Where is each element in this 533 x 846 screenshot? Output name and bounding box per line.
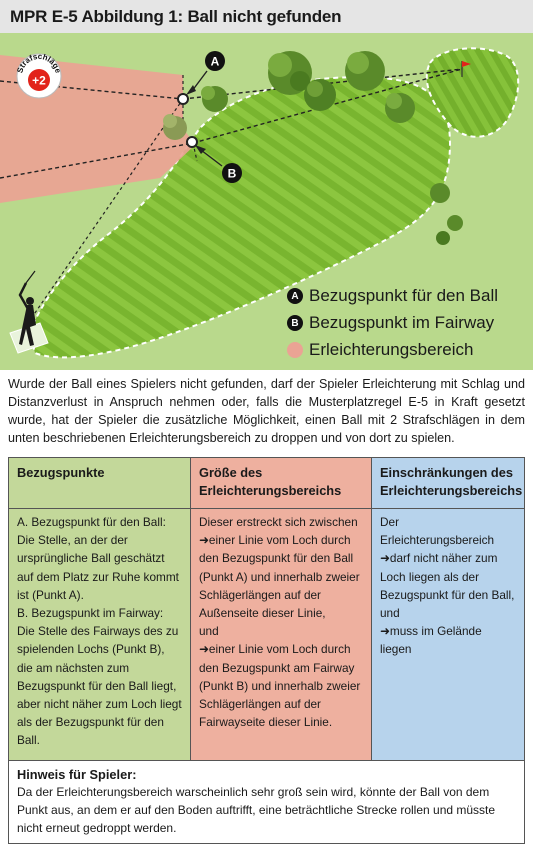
reference-point-a-text: A. Bezugspunkt für den Ball: Die Stelle, an der der ursprüngliche Ball geschätzt auf dem Platz zur Ruhe kommt ist (Punkt A). [17, 515, 179, 602]
column-body [9, 509, 190, 754]
player-hint [9, 760, 524, 843]
point-a-marker [178, 94, 188, 104]
reference-point-b-text: B. Bezugspunkt im Fairway: Die Stelle des Fairways des zu spielenden Lochs (Punkt B), die am nächsten zum Bezugspunkt für den Ball liegt, aber nicht näher zum Loch liegt als der Bezugspunkt für den Ball. [17, 606, 182, 748]
legend-item-point-b [287, 310, 494, 336]
legend-item-relief-area [287, 337, 473, 363]
column-header: Einschränkungen des Erleichterungsbereichs [372, 458, 524, 509]
size-text: Dieser erstreckt sich zwischen [199, 515, 358, 529]
legend-item-point-a [287, 283, 498, 309]
restriction-text: und [380, 606, 400, 621]
column-relief-size [191, 458, 372, 760]
relief-area-swatch [287, 342, 303, 358]
size-text: ➜einer Linie vom Loch durch den Bezugspunkt für den Ball (Punkt A) und innerhalb zweier Schlägerlängen auf der Außenseite dieser Linie, [199, 533, 360, 621]
column-restrictions [372, 458, 524, 760]
column-header: Größe des Erleichterungsbereichs [191, 458, 371, 509]
restriction-text: ➜muss im Gelände liegen [380, 624, 482, 657]
legend-label-b: Bezugspunkt im Fairway [309, 313, 495, 332]
column-header: Bezugspunkte [9, 458, 190, 509]
legend-badge-a: A [287, 288, 303, 304]
hint-title: Hinweis für Spieler: [17, 767, 137, 782]
restriction-text: ➜darf nicht näher zum Loch liegen als der Bezugspunkt für den Ball, [380, 551, 515, 602]
badge-b-label: B [227, 166, 237, 181]
penalty-badge-value: +2 [32, 73, 46, 88]
intro-paragraph: Wurde der Ball eines Spielers nicht gefunden, darf der Spieler Erleichterung mit Schlag und Distanzverlust in Anspruch nehmen oder, falls die Musterplatzregel E-5 in Kraft gesetzt wurde, hat der Spieler die zusätzliche Möglichkeit, einen Ball mit 2 Strafschlägen in dem unten beschriebenen Erleichterungsbereich zu droppen und von dort zu spielen. [8, 377, 525, 445]
legend-label-a: Bezugspunkt für den Ball [309, 286, 499, 305]
course-diagram [0, 33, 533, 370]
column-body [372, 509, 524, 663]
legend-badge-b: B [287, 315, 303, 331]
restriction-text: Der Erleichterungsbereich [380, 515, 495, 548]
size-text: ➜einer Linie vom Loch durch den Bezugspunkt am Fairway (Punkt B) und innerhalb zweier Schlägerlängen auf der Fairwayseite dieser Linie. [199, 642, 361, 730]
column-body [191, 509, 371, 735]
size-text: und [199, 624, 219, 639]
legend-label-relief: Erleichterungsbereich [309, 340, 474, 359]
title-bar [0, 0, 533, 33]
penalty-badge-caption: Strafschläge [15, 51, 63, 75]
hint-text: Da der Erleichterungsbereich warscheinlich sehr groß sein wird, könnte der Ball von dem Punkt aus, an dem er auf den Boden auftrifft, eine beträchtliche Strecke rollen und müsste nicht erneut gedroppt werden. [17, 785, 496, 835]
column-reference-points [9, 458, 191, 760]
page-title: MPR E-5 Abbildung 1: Ball nicht gefunden [10, 7, 342, 26]
rules-table [8, 457, 525, 844]
badge-a-label: A [210, 54, 220, 69]
